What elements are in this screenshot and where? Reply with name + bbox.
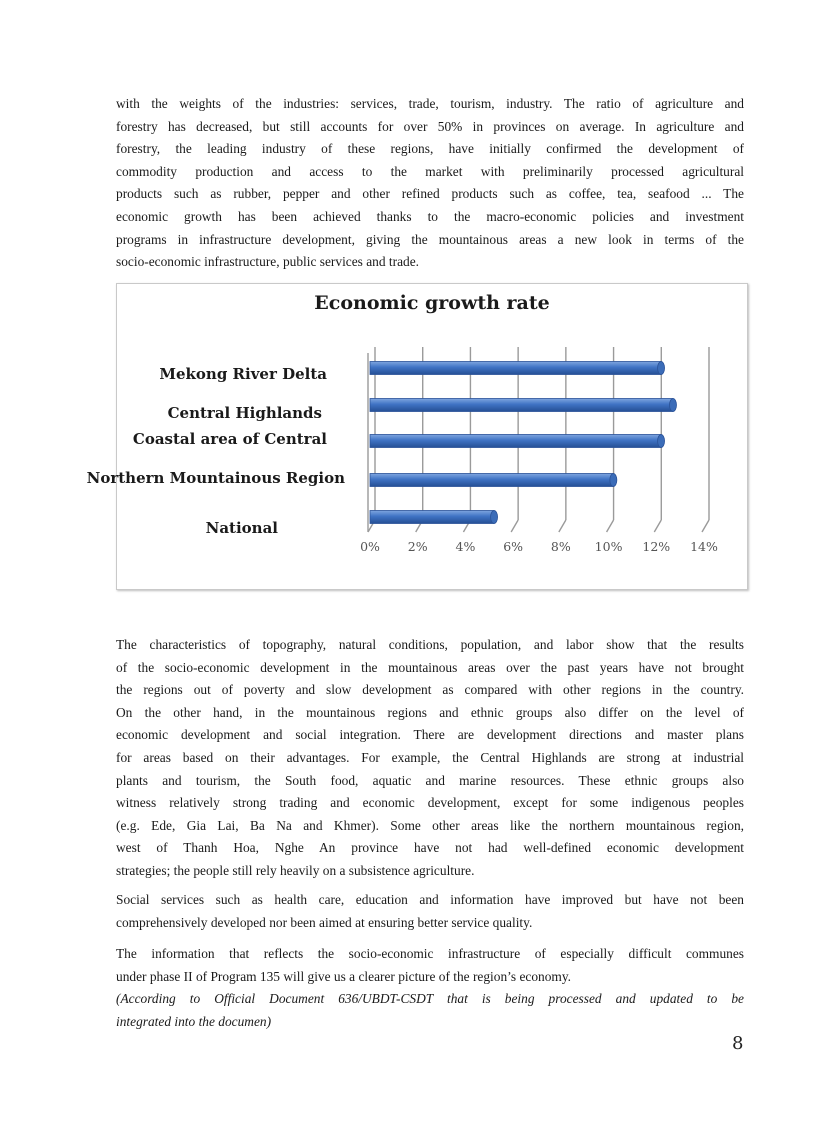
category-label: Coastal area of Central — [132, 430, 327, 448]
gridline-base — [607, 520, 614, 532]
bar — [370, 474, 613, 487]
x-tick-label: 8% — [550, 539, 571, 554]
text-line: integrated into the documen) — [116, 1013, 272, 1029]
text-line: Social services such as health care, education and information have improved but have not been — [116, 892, 744, 907]
bar-cap — [491, 511, 498, 524]
text-line: products such as rubber, pepper and other refined products such as coffee, tea, seafood ... The — [116, 186, 744, 202]
text-line: programs in infrastructure development, giving the mountainous areas a new look in terms of the — [116, 231, 744, 247]
bar-cap — [610, 474, 617, 487]
page-number: 8 — [732, 1033, 744, 1054]
paragraph-characteristics — [116, 634, 744, 883]
category-label: Northern Mountainous Region — [86, 469, 345, 487]
gridline-base — [702, 520, 709, 532]
paragraph-program-135 — [116, 943, 744, 988]
bar-cap — [658, 435, 665, 448]
gridline-base — [559, 520, 566, 532]
category-label: National — [205, 519, 278, 537]
bar-cap — [669, 399, 676, 412]
text-line: forestry, the leading industry of these regions, have initially confirmed the development of — [116, 141, 744, 157]
text-line: witness relatively strong trading and economic development, except for some indigenous peoples — [116, 795, 744, 811]
category-label: Mekong River Delta — [159, 365, 327, 383]
bar — [370, 511, 494, 524]
text-line: socio-economic infrastructure, public services and trade. — [116, 254, 420, 270]
paragraph-economy-overview — [116, 93, 744, 274]
text-line: strategies; the people still rely heavily on a subsistence agriculture. — [116, 862, 475, 878]
text-line: On the other hand, in the mountainous regions and ethnic groups also differ on the level of — [116, 704, 744, 720]
x-tick-label: 6% — [503, 539, 524, 554]
x-tick-label: 4% — [455, 539, 476, 554]
text-line: economic development and social integration. There are development directions and master plans — [116, 727, 744, 743]
x-tick-label: 0% — [360, 539, 380, 554]
text-line: the regions out of poverty and slow development as compared with other regions in the country. — [116, 682, 744, 698]
text-line: (e.g. Ede, Gia Lai, Ba Na and Khmer). Some other areas like the northern mountainous region, — [116, 817, 744, 833]
bar — [370, 399, 673, 412]
economic-growth-chart — [86, 283, 748, 590]
text-line: plants and tourism, the South food, aquatic and marine resources. These ethnic groups also — [116, 772, 744, 788]
chart-title: Economic growth rate — [314, 292, 550, 314]
text-line: under phase II of Program 135 will give us a clearer picture of the region’s economy. — [116, 968, 572, 984]
paragraph-social-services — [116, 889, 744, 934]
text-line: comprehensively developed nor been aimed at ensuring better service quality. — [116, 914, 533, 930]
text-line: for areas based on their advantages. For example, the Central Highlands are strong at industrial — [116, 749, 744, 765]
text-line: forestry has decreased, but still accounts for over 50% in provinces on average. In agriculture and — [116, 118, 744, 134]
gridline-base — [654, 520, 661, 532]
text-line: west of Thanh Hoa, Nghe An province have not had well-defined economic development — [116, 840, 744, 856]
text-line: The characteristics of topography, natural conditions, population, and labor show that the results — [116, 637, 744, 652]
category-label: Central Highlands — [167, 404, 322, 422]
text-line: commodity production and access to the market with preliminarily processed agricultural — [116, 163, 744, 179]
x-tick-label: 12% — [642, 539, 671, 554]
bar — [370, 435, 661, 448]
x-tick-label: 14% — [690, 539, 718, 554]
text-line: with the weights of the industries: services, trade, tourism, industry. The ratio of agriculture and — [116, 96, 744, 111]
text-line: (According to Official Document 636/UBDT-CSDT that is being processed and updated to be — [116, 991, 744, 1006]
paragraph-official-document-note — [116, 988, 744, 1033]
bar-cap — [658, 362, 665, 375]
bar — [370, 362, 661, 375]
text-line: economic growth has been achieved thanks to the macro-economic policies and investment — [116, 208, 744, 224]
x-tick-label: 10% — [594, 539, 623, 554]
text-line: The information that reflects the socio-economic infrastructure of especially difficult communes — [116, 946, 744, 961]
text-line: of the socio-economic development in the mountainous areas over the past years have not brought — [116, 659, 744, 675]
chart-plot — [86, 284, 747, 589]
gridline-base — [511, 520, 518, 532]
x-tick-label: 2% — [407, 539, 428, 554]
